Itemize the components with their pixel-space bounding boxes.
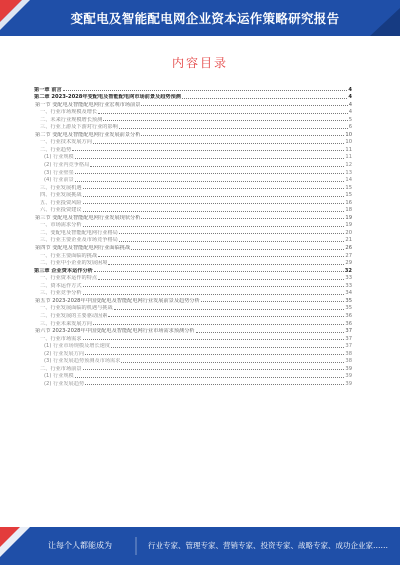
toc-leader-dots — [119, 241, 345, 242]
toc-entry-title: 六、行业投资建议 — [40, 207, 82, 214]
toc-entry[interactable] — [34, 349, 352, 357]
toc-entry[interactable] — [34, 123, 352, 131]
toc-page-number: 35 — [345, 297, 352, 304]
toc-entry-title: 三、行业发展机遇 — [40, 184, 82, 191]
toc-leader-dots — [90, 166, 344, 167]
toc-leader-dots — [72, 150, 344, 151]
toc-leader-dots — [85, 354, 344, 355]
toc-leader-dots — [85, 384, 344, 385]
footer-slogan: 让每个人都能成为 — [48, 541, 112, 550]
toc-page-number: 11 — [345, 146, 352, 153]
toc-page-number: 5 — [348, 116, 352, 123]
toc-entry[interactable] — [34, 319, 352, 327]
toc-page-number: 39 — [345, 373, 352, 380]
toc-entry[interactable] — [34, 130, 352, 138]
toc-entry[interactable] — [34, 160, 352, 168]
toc-entry[interactable] — [34, 259, 352, 267]
toc-entry[interactable] — [34, 213, 352, 221]
toc-leader-dots — [98, 113, 348, 114]
toc-entry-title: 一、行业市场需求 — [40, 335, 82, 342]
toc-entry-title: 二、行业市场前景 — [40, 365, 82, 372]
toc-entry[interactable] — [34, 198, 352, 206]
toc-leader-dots — [108, 316, 344, 317]
toc-page-number: 36 — [345, 320, 352, 327]
toc-page-number: 19 — [345, 222, 352, 229]
toc-page-number: 36 — [345, 312, 352, 319]
toc-page-number: 37 — [345, 328, 352, 335]
toc-leader-dots — [114, 309, 345, 310]
toc-entry-title: 第三节 变配电及智能配电网行业发展现状分析 — [35, 214, 141, 221]
toc-entry-title: 一、市场需求分析 — [40, 222, 82, 229]
toc-leader-dots — [121, 362, 344, 363]
toc-entry-title: 三、行业竞争分析 — [40, 290, 82, 297]
toc-entry-title: (3) 行业发展趋势预测及市场需求 — [44, 358, 121, 365]
toc-entry-title: 三、行业主要企业及市场竞争格局 — [40, 237, 118, 244]
toc-leader-dots — [75, 173, 345, 174]
toc-page-number: 21 — [345, 237, 352, 244]
toc-entry-title: 四、行业发展挑战 — [40, 192, 82, 199]
toc-entry[interactable] — [34, 266, 352, 274]
toc-entry-title: 二、行业趋势 — [40, 146, 72, 153]
toc-page-number: 16 — [345, 199, 352, 206]
toc-entry-title: 一、行业资本运作的特点 — [40, 275, 98, 282]
toc-entry-title: 一、行业主要面临的挑战 — [40, 252, 98, 259]
toc-entry[interactable] — [34, 243, 352, 251]
toc-leader-dots — [141, 218, 344, 219]
toc-entry-title: 第六节 2023-2028年中国变配电及智能配电网行业市场需求预测分析 — [35, 328, 195, 335]
toc-leader-dots — [98, 256, 344, 257]
toc-entry[interactable] — [34, 221, 352, 229]
toc-entry-title: (1) 行业规模 — [44, 373, 74, 380]
toc-page-number: 10 — [345, 131, 352, 138]
toc-entry[interactable] — [34, 176, 352, 184]
toc-entry[interactable] — [34, 281, 352, 289]
toc-leader-dots — [83, 226, 345, 227]
toc-leader-dots — [111, 347, 344, 348]
toc-heading: 内容目录 — [171, 56, 228, 70]
toc-page-number: 4 — [348, 109, 352, 116]
toc-leader-dots — [83, 339, 345, 340]
toc-page-number: 11 — [345, 154, 352, 161]
toc-page-number: 37 — [345, 343, 352, 350]
toc-page-number: 39 — [345, 365, 352, 372]
toc-entry[interactable] — [34, 311, 352, 319]
toc-entry[interactable] — [34, 379, 352, 387]
toc-entry-title: 三、行业未来发展方向 — [40, 320, 92, 327]
toc-entry-title: 第二节 变配电及智能配电网行业发展前景分析 — [35, 131, 141, 138]
toc-leader-dots — [75, 181, 345, 182]
toc-leader-dots — [141, 105, 347, 106]
header-bar — [0, 0, 400, 36]
toc-entry[interactable] — [34, 296, 352, 304]
toc-page-number: 34 — [345, 290, 352, 297]
toc-entry[interactable] — [34, 191, 352, 199]
toc-entry[interactable] — [34, 153, 352, 161]
toc-page-number: 15 — [345, 184, 352, 191]
toc-entry[interactable] — [34, 236, 352, 244]
toc-page-number: 13 — [345, 169, 352, 176]
toc-page-number: 6 — [348, 124, 352, 131]
toc-entry[interactable] — [34, 357, 352, 365]
toc-entry-title: (2) 行业发展趋势 — [44, 380, 85, 387]
toc-page-number: 33 — [345, 282, 352, 289]
toc-page-number: 10 — [345, 139, 352, 146]
toc-entry-title: 第一章 前言 — [34, 86, 62, 93]
toc-leader-dots — [131, 249, 344, 250]
toc-leader-dots — [93, 143, 345, 144]
toc-entry[interactable] — [34, 342, 352, 350]
toc-leader-dots — [108, 264, 344, 265]
toc-leader-dots — [75, 158, 345, 159]
toc-entry-title: 五、行业投资风险 — [40, 199, 82, 206]
toc-entry[interactable] — [34, 289, 352, 297]
toc-page-number: 4 — [348, 101, 352, 108]
toc-page-number: 35 — [345, 305, 352, 312]
toc-leader-dots — [83, 369, 345, 370]
toc-entry[interactable] — [34, 93, 352, 101]
toc-entry-title: 第三章 企业资本运作分析 — [34, 267, 93, 274]
toc-entry-title: 第五节 2023-2028年中国变配电及智能配电网行业发展前景及趋势分析 — [35, 297, 200, 304]
toc-page-number: 18 — [345, 207, 352, 214]
toc-page-number: 4 — [348, 86, 352, 93]
toc-page-number: 27 — [345, 252, 352, 259]
toc-page-number: 4 — [348, 94, 352, 101]
toc-leader-dots — [119, 233, 345, 234]
toc-leader-dots — [63, 90, 348, 91]
toc-leader-dots — [83, 196, 345, 197]
table-of-contents — [34, 85, 352, 387]
toc-page-number: 33 — [345, 275, 352, 282]
toc-entry[interactable] — [34, 334, 352, 342]
toc-leader-dots — [94, 271, 344, 272]
footer-bar — [0, 527, 400, 565]
toc-entry-title: 第一节 变配电及智能配电网行业宏观市场前景 — [35, 101, 141, 108]
toc-leader-dots — [196, 332, 345, 333]
toc-leader-dots — [98, 279, 344, 280]
toc-leader-dots — [83, 203, 345, 204]
toc-entry[interactable] — [34, 138, 352, 146]
toc-entry[interactable] — [34, 100, 352, 108]
toc-leader-dots — [75, 377, 345, 378]
toc-entry[interactable] — [34, 304, 352, 312]
toc-page-number: 20 — [345, 229, 352, 236]
toc-entry[interactable] — [34, 372, 352, 380]
toc-entry-title: 二、资本运作方式 — [40, 282, 82, 289]
toc-page-number: 15 — [345, 192, 352, 199]
toc-entry[interactable] — [34, 274, 352, 282]
toc-entry[interactable] — [34, 251, 352, 259]
toc-leader-dots — [103, 120, 347, 121]
toc-leader-dots — [182, 98, 347, 99]
toc-page-number: 39 — [345, 380, 352, 387]
toc-page-number: 26 — [345, 245, 352, 252]
toc-leader-dots — [83, 188, 345, 189]
toc-leader-dots — [119, 128, 348, 129]
toc-entry[interactable] — [34, 228, 352, 236]
toc-entry[interactable] — [34, 327, 352, 335]
toc-entry-title: 第四节 变配电及智能配电网行业面临挑战 — [35, 245, 131, 252]
toc-page-number: 38 — [345, 358, 352, 365]
toc-entry[interactable] — [34, 115, 352, 123]
toc-page-number: 32 — [344, 267, 352, 274]
toc-entry[interactable] — [34, 364, 352, 372]
toc-page-number: 37 — [345, 335, 352, 342]
toc-leader-dots — [83, 211, 345, 212]
toc-entry-title: 二、行业发展的主要驱动因素 — [40, 312, 108, 319]
toc-entry-title: (3) 行业壁垒 — [44, 169, 74, 176]
toc-entry[interactable] — [34, 206, 352, 214]
toc-entry-title: (2) 行业内竞争格局 — [44, 162, 90, 169]
toc-leader-dots — [83, 286, 345, 287]
toc-entry[interactable] — [34, 183, 352, 191]
toc-entry-title: 一、行业市场规模及增长 — [40, 109, 98, 116]
toc-entry-title: 二、行业中小企业的发展困境 — [40, 260, 108, 267]
toc-page-number: 14 — [345, 177, 352, 184]
toc-page-number: 38 — [345, 350, 352, 357]
toc-entry[interactable] — [34, 108, 352, 116]
toc-entry-title: (4) 行业前景 — [44, 177, 74, 184]
toc-entry[interactable] — [34, 85, 352, 93]
toc-entry-title: 二、变配电及智能配电网行业格局 — [40, 229, 118, 236]
toc-entry-title: (1) 行业市场规模及增长速度 — [44, 343, 111, 350]
toc-entry[interactable] — [34, 168, 352, 176]
footer-expert-list: 行业专家、管理专家、营销专家、投资专家、战略专家、成功企业家…… — [148, 541, 388, 550]
toc-entry[interactable] — [34, 145, 352, 153]
toc-entry-title: 一、行业技术发展方向 — [40, 139, 92, 146]
toc-entry-title: 第二章 2023-2028年变配电及智能配电网市场前景及趋势预测 — [34, 94, 181, 101]
toc-leader-dots — [93, 324, 345, 325]
toc-page-number: 12 — [345, 162, 352, 169]
toc-page-number: 19 — [345, 214, 352, 221]
toc-entry-title: 一、行业发展面临的机遇与挑战 — [40, 305, 113, 312]
report-title: 变配电及智能配电网企业资本运作策略研究报告 — [70, 11, 340, 26]
toc-entry-title: (2) 行业发展方向 — [44, 350, 85, 357]
toc-leader-dots — [201, 301, 345, 302]
toc-entry-title: 三、行业上游及下游对行业的影响 — [40, 124, 118, 131]
toc-entry-title: (1) 行业规模 — [44, 154, 74, 161]
toc-leader-dots — [141, 135, 344, 136]
toc-entry-title: 二、未来行业规模增长预测 — [40, 116, 103, 123]
toc-page-number: 29 — [345, 260, 352, 267]
toc-leader-dots — [83, 294, 345, 295]
